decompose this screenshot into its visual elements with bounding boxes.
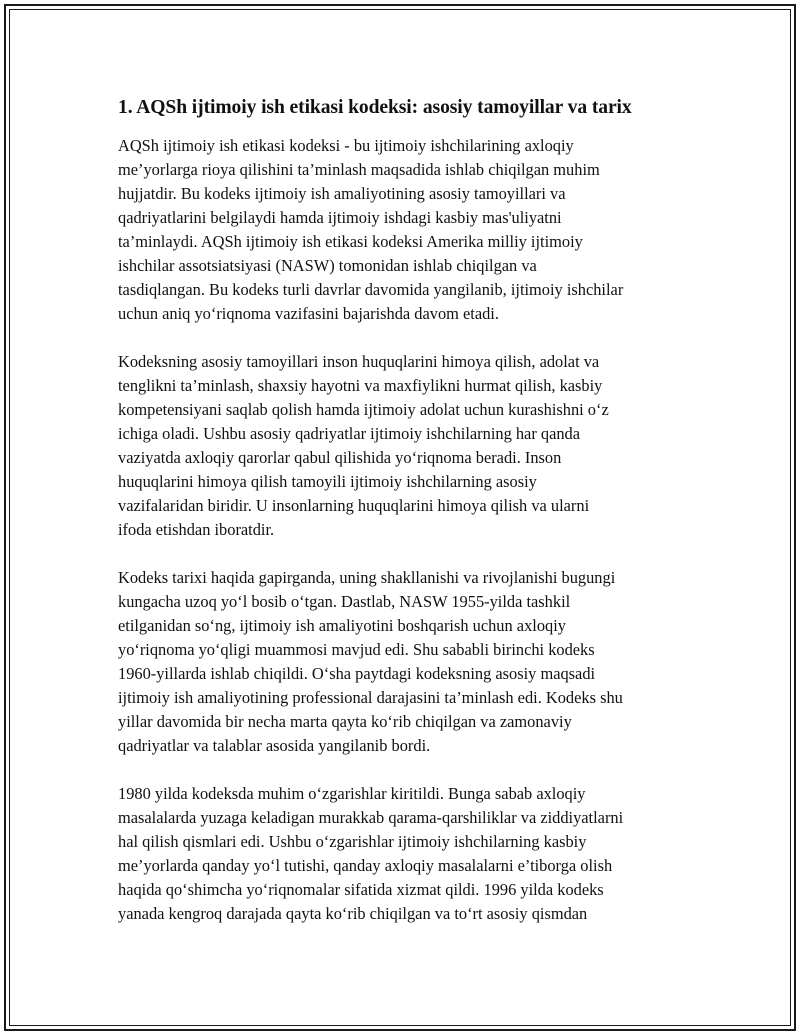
text-line: huquqlarini himoya qilish tamoyili ijtimoiy ishchilarning asosiy [118,472,537,491]
text-line: AQSh ijtimoiy ish etikasi kodeksi - bu ijtimoiy ishchilarining axloqiy [118,136,574,155]
text-line: hujjatdir. Bu kodeks ijtimoiy ish amaliyotining asosiy tamoyillari va [118,184,566,203]
text-line: haqida qo‘shimcha yo‘riqnomalar sifatida xizmat qildi. 1996 yilda kodeks [118,880,604,899]
text-line: tasdiqlangan. Bu kodeks turli davrlar davomida yangilanib, ijtimoiy ishchilar [118,280,624,299]
text-line: me’yorlarda qanday yo‘l tutishi, qanday axloqiy masalalarni e’tiborga olish [118,856,613,875]
text-line: qadriyatlar va talablar asosida yangilanib bordi. [118,736,431,755]
text-line: tenglikni ta’minlash, shaxsiy hayotni va maxfiylikni hurmat qilish, kasbiy [118,376,603,395]
text-line: ta’minlaydi. AQSh ijtimoiy ish etikasi kodeksi Amerika milliy ijtimoiy [118,232,583,251]
text-line: ifoda etishdan iboratdir. [118,520,275,539]
text-line: uchun aniq yo‘riqnoma vazifasini bajarishda davom etadi. [118,304,499,323]
text-line: masalalarda yuzaga keladigan murakkab qarama-qarshiliklar va ziddiyatlarni [118,808,624,827]
text-line: vazifalaridan biridir. U insonlarning huquqlarini himoya qilish va ularni [118,496,590,515]
text-line: qadriyatlarini belgilaydi hamda ijtimoiy ishdagi kasbiy mas'uliyatni [118,208,562,227]
text-line: ichiga oladi. Ushbu asosiy qadriyatlar ijtimoiy ishchilarning har qanda [118,424,581,443]
text-line: hal qilish qismlari edi. Ushbu o‘zgarishlar ijtimoiy ishchilarning kasbiy [118,832,587,851]
text-line: yillar davomida bir necha marta qayta ko‘rib chiqilgan va zamonaviy [118,712,572,731]
text-line: yanada kengroq darajada qayta ko‘rib chiqilgan va to‘rt asosiy qismdan [118,904,588,923]
text-line: ijtimoiy ish amaliyotining professional darajasini ta’minlash edi. Kodeks shu [118,688,623,707]
text-line: 1960-yillarda ishlab chiqildi. O‘sha paytdagi kodeksning asosiy maqsadi [118,664,596,683]
text-line: 1980 yilda kodeksda muhim o‘zgarishlar kiritildi. Bunga sabab axloqiy [118,784,586,803]
text-line: vaziyatda axloqiy qarorlar qabul qilishida yo‘riqnoma beradi. Inson [118,448,562,467]
text-line: ishchilar assotsiatsiyasi (NASW) tomonidan ishlab chiqilgan va [118,256,537,275]
paragraph-history [118,566,692,758]
text-line: yo‘riqnoma yo‘qligi muammosi mavjud edi. Shu sababli birinchi kodeks [118,640,595,659]
paragraph-revisions [118,782,692,926]
paragraph-principles [118,350,692,542]
document-body [118,96,692,950]
text-line: Kodeksning asosiy tamoyillari inson huquqlarini himoya qilish, adolat va [118,352,600,371]
text-line: kungacha uzoq yo‘l bosib o‘tgan. Dastlab, NASW 1955-yilda tashkil [118,592,571,611]
text-line: etilganidan so‘ng, ijtimoiy ish amaliyotini boshqarish uchun axloqiy [118,616,566,635]
text-line: Kodeks tarixi haqida gapirganda, uning shakllanishi va rivojlanishi bugungi [118,568,616,587]
section-heading: 1. AQSh ijtimoiy ish etikasi kodeksi: asosiy tamoyillar va tarix [118,97,632,118]
text-line: kompetensiyani saqlab qolish hamda ijtimoiy adolat uchun kurashishni o‘z [118,400,609,419]
text-line: me’yorlarga rioya qilishini ta’minlash maqsadida ishlab chiqilgan muhim [118,160,600,179]
paragraph-intro [118,134,692,326]
